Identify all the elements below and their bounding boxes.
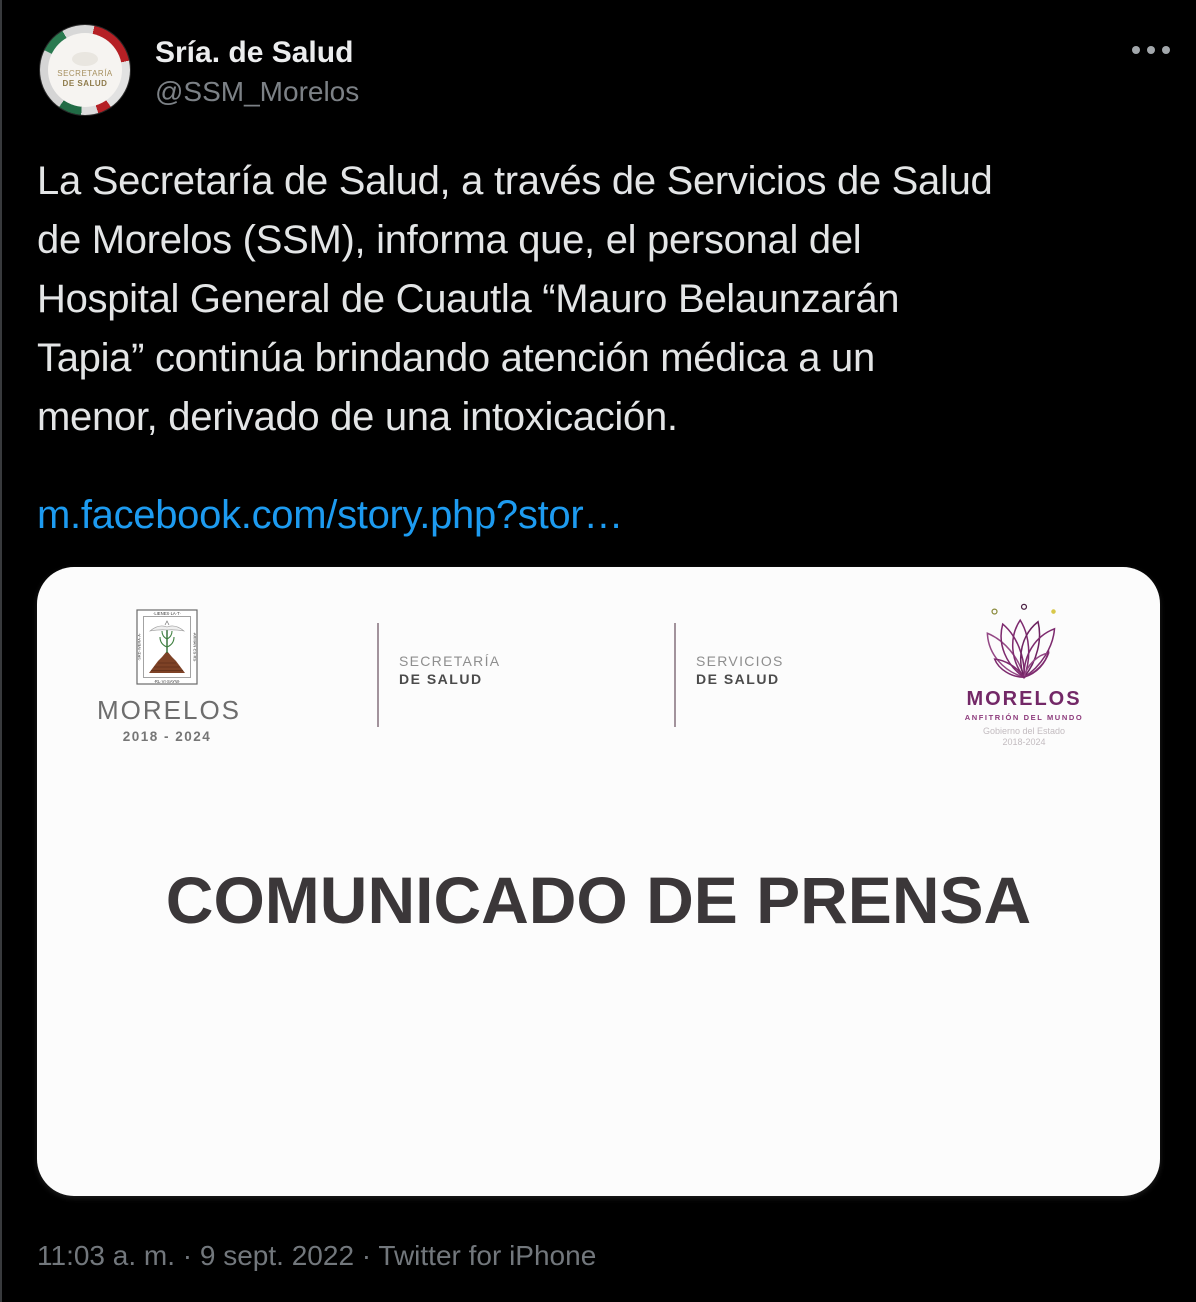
embedded-image-card[interactable] (37, 567, 1160, 1196)
tweet-text (37, 152, 992, 447)
svg-text:·SRD·WERA·A·: ·SRD·WERA·A· (136, 632, 142, 662)
tweet-text-line: de Morelos (SSM), informa que, el personal del (37, 218, 862, 262)
tweet-text-line: Hospital General de Cuautla “Mauro Belaunzarán (37, 277, 900, 321)
window-edge-line (0, 0, 2, 1302)
svg-text:·RL·VI·SAYW·: ·RL·VI·SAYW· (153, 678, 181, 684)
tweet-text-line: menor, derivado de una intoxicación. (37, 395, 678, 439)
vertical-divider (377, 623, 379, 727)
user-handle[interactable]: @SSM_Morelos (155, 76, 360, 107)
morelos-flower-icon (949, 603, 1099, 681)
more-options-button[interactable] (1126, 36, 1170, 64)
avatar-text-line1: SECRETARÍA (57, 69, 113, 78)
morelos-crest-block (97, 609, 242, 744)
avatar-seal (48, 33, 122, 107)
press-release-headline: COMUNICADO DE PRENSA (165, 863, 1032, 937)
secretaria-de-salud-wordmark: SECRETARÍA DE SALUD (399, 653, 501, 687)
state-logo-caption: 2018-2024 (1002, 737, 1046, 747)
avatar[interactable] (40, 25, 130, 115)
crest-years: 2018 - 2024 (122, 729, 212, 744)
morelos-state-logo (904, 603, 1144, 748)
avatar-emblem (72, 52, 98, 66)
svg-text:·LIENES·LA·T·: ·LIENES·LA·T· (152, 611, 182, 616)
tweet-timestamp: 11:03 a. m. · 9 sept. 2022 · Twitter for iPhone (37, 1240, 597, 1271)
svg-text:·ARMAN·CS·RS·: ·ARMAN·CS·RS· (192, 631, 198, 663)
display-name[interactable]: Sría. de Salud (155, 36, 354, 69)
state-logo-caption: Gobierno del Estado (982, 726, 1066, 736)
more-icon (1132, 46, 1140, 54)
state-logo-subtitle: ANFITRIÓN DEL MUNDO (964, 713, 1084, 722)
state-logo-title: MORELOS (966, 688, 1082, 710)
tweet-link[interactable]: m.facebook.com/story.php?stor… (37, 493, 624, 537)
servicios-de-salud-wordmark: SERVICIOS DE SALUD (696, 653, 784, 687)
vertical-divider (674, 623, 676, 727)
morelos-crest-icon (136, 609, 198, 685)
tweet-text-line: La Secretaría de Salud, a través de Servicios de Salud (37, 159, 993, 203)
crest-title: MORELOS (97, 695, 242, 725)
tweet-text-line: Tapia” continúa brindando atención médica a un (37, 336, 875, 380)
avatar-text-line2: DE SALUD (62, 79, 108, 88)
